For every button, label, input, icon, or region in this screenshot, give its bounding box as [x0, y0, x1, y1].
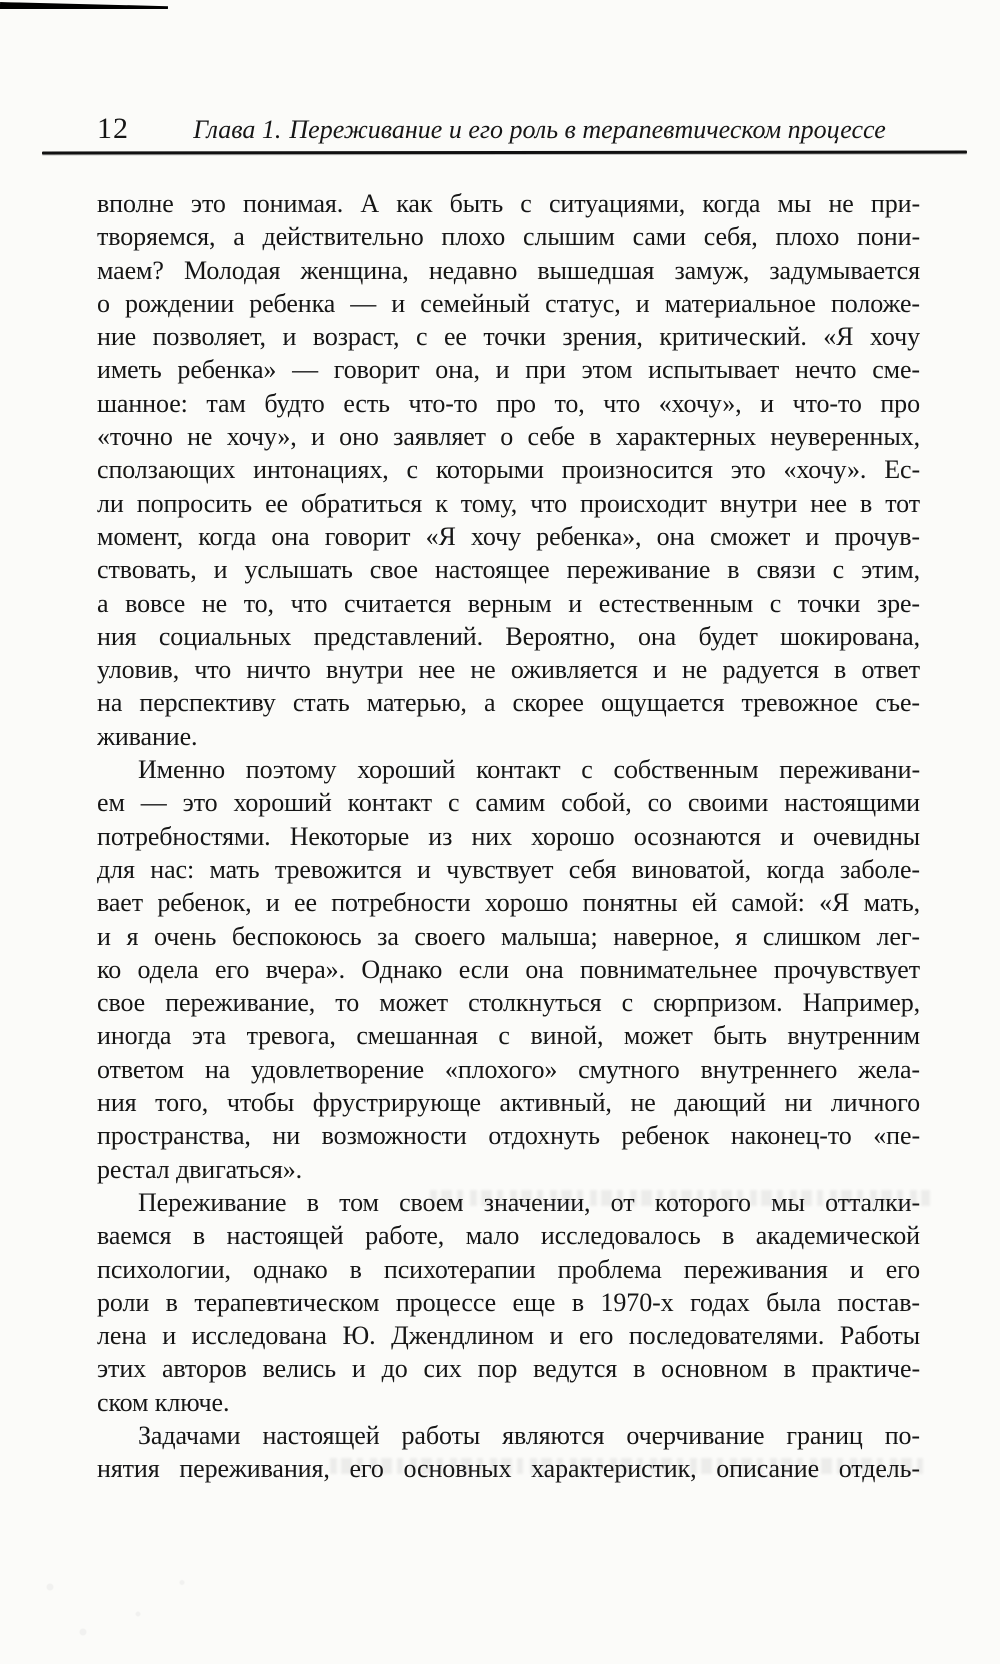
text-line: потребностями. Некоторые из них хорошо осознаются и очевидны: [97, 821, 920, 851]
text-line: ко одела его вчера». Однако если она повнимательнее прочувствует: [97, 954, 920, 984]
paragraph: [97, 1186, 920, 1419]
text-line: маем? Молодая женщина, недавно вышедшая замуж, задумывается: [97, 255, 920, 285]
text-line: ском ключе.: [97, 1387, 230, 1417]
text-line: рестал двигаться».: [97, 1154, 303, 1184]
text-line: ем — это хороший контакт с самим собой, со своими настоящими: [97, 788, 920, 818]
text-line: Задачами настоящей работы являются очерчивание границ по-: [138, 1420, 920, 1450]
text-line: ния социальных представлений. Вероятно, она будет шокирована,: [97, 621, 920, 651]
text-line: ние позволяет, и возраст, с ее точки зрения, критический. «Я хочу: [97, 322, 920, 352]
chapter-label: Глава 1.: [193, 115, 282, 144]
running-head: [97, 112, 920, 146]
text-line: вполне это понимая. А как быть с ситуациями, когда мы не при-: [97, 189, 920, 218]
text-line: лена и исследована Ю. Джендлином и его последователями. Работы: [97, 1321, 920, 1351]
text-line: момент, когда она говорит «Я хочу ребенка», она сможет и прочув-: [97, 521, 920, 551]
text-line: уловив, что ничто внутри нее не оживляется и не радуется в ответ: [97, 655, 920, 685]
text-line: пространства, ни возможности отдохнуть ребенок наконец-то «пе-: [97, 1121, 920, 1151]
paragraph: [97, 1419, 920, 1486]
scan-artifact-top-line: [0, 2, 168, 11]
text-line: шанное: там будто есть что-то про то, что «хочу», и что-то про: [97, 388, 920, 418]
paragraph: [97, 753, 920, 1186]
text-line: иногда эта тревога, смешанная с виной, может быть внутренним: [97, 1021, 920, 1051]
text-line: ния того, чтобы фрустрирующе активный, не дающий ни личного: [97, 1088, 920, 1118]
chapter-heading: [129, 115, 920, 145]
text-line: Переживание в том своем значении, от которого мы отталки-: [138, 1187, 920, 1217]
text-line: иметь ребенка» — говорит она, и при этом испытывает нечто сме-: [97, 355, 920, 385]
text-line: вает ребенок, и ее потребности хорошо понятны ей самой: «Я мать,: [97, 888, 920, 918]
text-line: свое переживание, то может столкнуться с сюрпризом. Например,: [97, 988, 920, 1018]
text-line: ваемся в настоящей работе, мало исследовалось в академической: [97, 1221, 920, 1251]
text-line: этих авторов велись и до сих пор ведутся в основном в практиче-: [97, 1354, 920, 1384]
text-line: сползающих интонациях, с которыми произносится это «хочу». Ес-: [97, 455, 920, 485]
text-line: творяемся, а действительно плохо слышим сами себя, плохо пони-: [97, 222, 920, 252]
text-line: нятия переживания, его основных характеристик, описание отдель-: [97, 1454, 920, 1484]
text-line: живание.: [97, 721, 198, 751]
text-line: Именно поэтому хороший контакт с собственным переживани-: [138, 755, 920, 785]
chapter-title: Переживание и его роль в терапевтическом процессе: [289, 115, 886, 144]
text-line: психологии, однако в психотерапии проблема переживания и его: [97, 1254, 920, 1284]
text-line: для нас: мать тревожится и чувствует себя виноватой, когда заболе-: [97, 854, 920, 884]
text-line: и я очень беспокоюсь за своего малыша; наверное, я слишком лег-: [97, 921, 920, 951]
text-line: «точно не хочу», и оно заявляет о себе в характерных неуверенных,: [97, 422, 920, 452]
text-line: ответом на удовлетворение «плохого» смутного внутреннего жела-: [97, 1054, 920, 1084]
text-line: ствовать, и услышать свое настоящее переживание в связи с этим,: [97, 555, 920, 585]
text-line: ли попросить ее обратиться к тому, что происходит внутри нее в тот: [97, 488, 920, 518]
scan-speckle-artifact: [6, 1560, 226, 1650]
text-line: а вовсе не то, что считается верным и естественным с точки зре-: [97, 588, 920, 618]
page-number: 12: [97, 112, 129, 145]
text-line: о рождении ребенка — и семейный статус, и материальное положе-: [97, 288, 920, 318]
text-line: роли в терапевтическом процессе еще в 1970-х годах была постав-: [97, 1287, 920, 1317]
page-body: [97, 187, 920, 1486]
header-divider: [42, 151, 967, 155]
paragraph: [97, 187, 920, 753]
text-line: на перспективу стать матерью, а скорее ощущается тревожное съе-: [97, 688, 920, 718]
